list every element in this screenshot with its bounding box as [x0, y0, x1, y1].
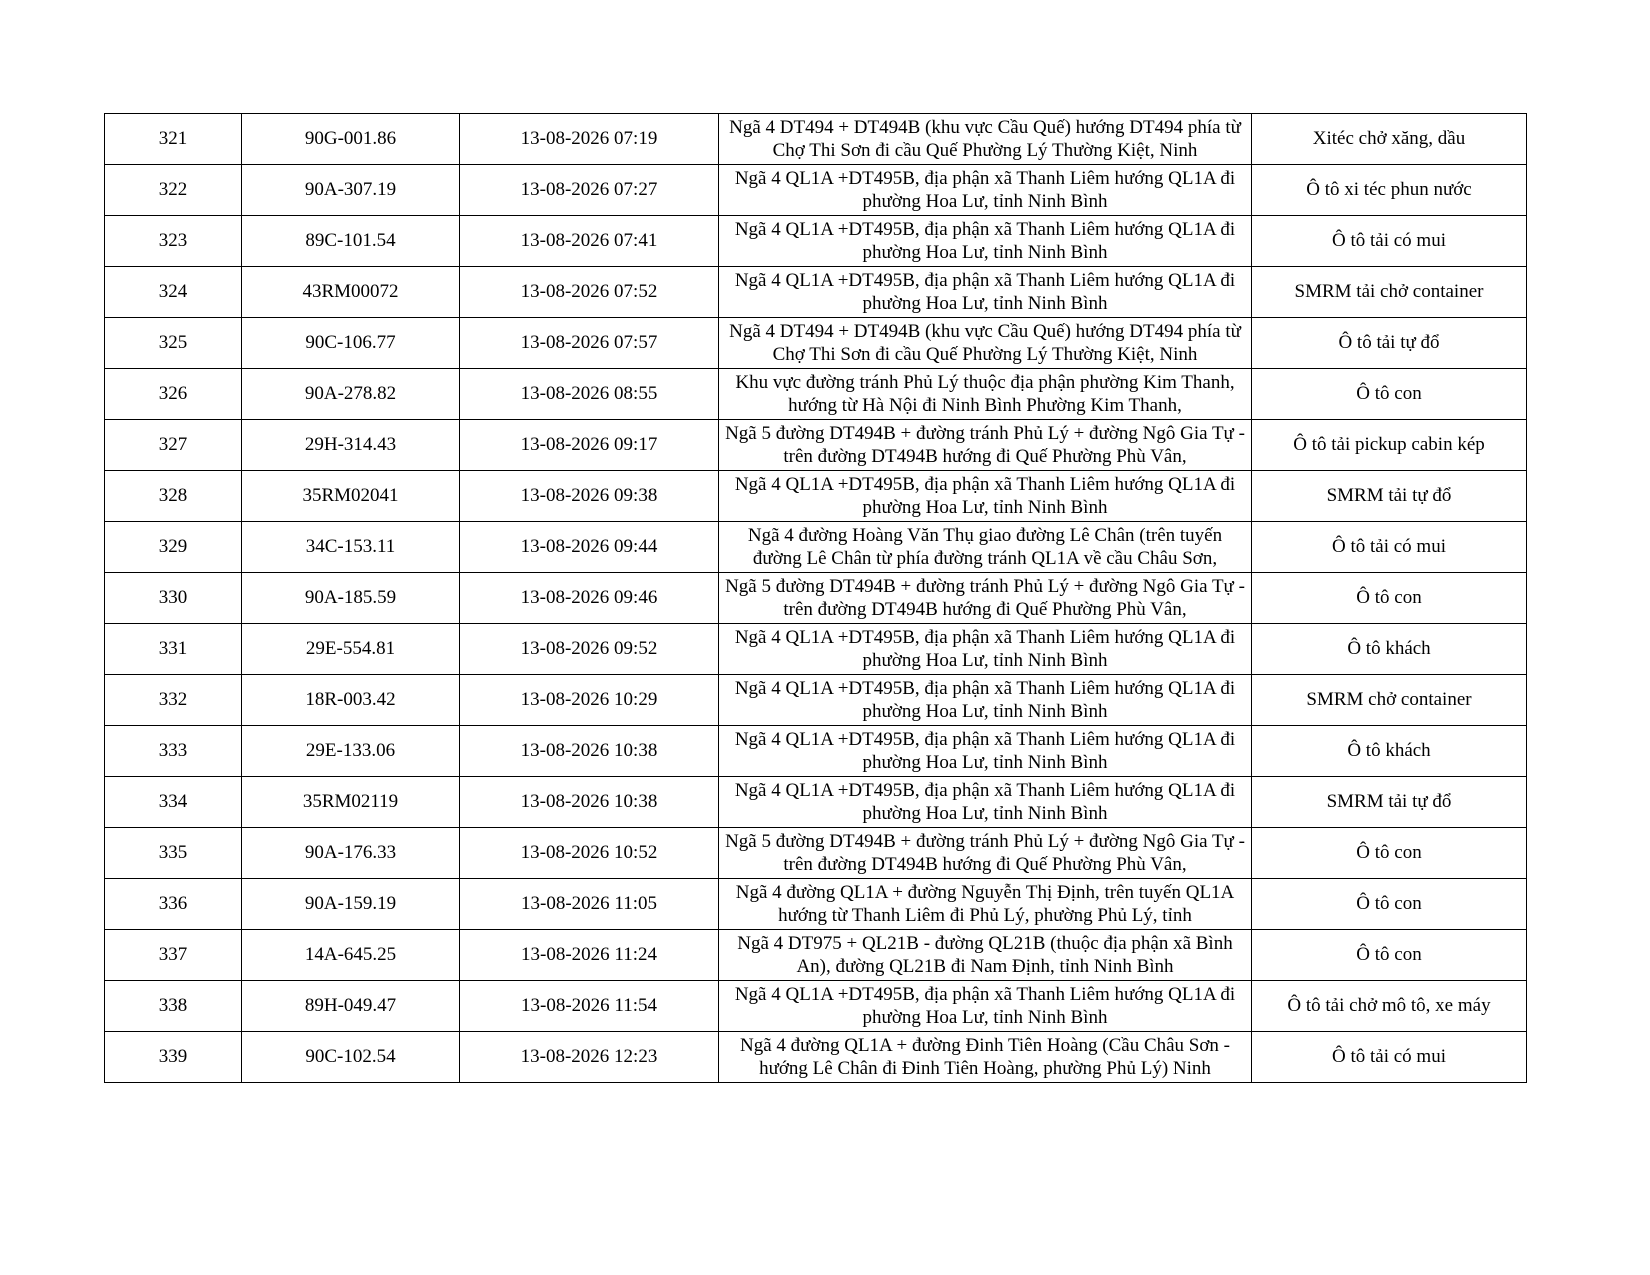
vehicle-type-cell: SMRM tải tự đổ	[1252, 471, 1527, 522]
location-cell	[719, 624, 1252, 675]
license-plate-cell: 29E-554.81	[242, 624, 460, 675]
license-plate-cell: 43RM00072	[242, 267, 460, 318]
row-number-cell: 327	[105, 420, 242, 471]
row-number-cell: 323	[105, 216, 242, 267]
location-cell	[719, 471, 1252, 522]
table-row	[105, 318, 1527, 369]
timestamp-cell: 13-08-2026 08:55	[460, 369, 719, 420]
timestamp-cell: 13-08-2026 07:19	[460, 114, 719, 165]
location-cell	[719, 981, 1252, 1032]
vehicle-type-cell: Ô tô tải pickup cabin kép	[1252, 420, 1527, 471]
vehicle-type-cell: Ô tô tải tự đổ	[1252, 318, 1527, 369]
table-row	[105, 981, 1527, 1032]
location-cell	[719, 420, 1252, 471]
license-plate-cell: 89H-049.47	[242, 981, 460, 1032]
row-number-cell: 324	[105, 267, 242, 318]
timestamp-cell: 13-08-2026 11:24	[460, 930, 719, 981]
timestamp-cell: 13-08-2026 07:52	[460, 267, 719, 318]
table-row	[105, 828, 1527, 879]
table-row	[105, 471, 1527, 522]
license-plate-cell: 14A-645.25	[242, 930, 460, 981]
location-text: Ngã 4 đường Hoàng Văn Thụ giao đường Lê Chân (trên tuyến đường Lê Chân từ phía đường tránh QL1A về cầu Châu Sơn,	[747, 525, 1223, 569]
timestamp-cell: 13-08-2026 07:27	[460, 165, 719, 216]
location-text: Ngã 4 QL1A +DT495B, địa phận xã Thanh Liêm hướng QL1A đi phường Hoa Lư, tỉnh Ninh Bình	[734, 627, 1236, 671]
table-row	[105, 369, 1527, 420]
timestamp-cell: 13-08-2026 09:17	[460, 420, 719, 471]
timestamp-cell: 13-08-2026 07:41	[460, 216, 719, 267]
license-plate-cell: 90G-001.86	[242, 114, 460, 165]
license-plate-cell: 90A-278.82	[242, 369, 460, 420]
row-number-cell: 329	[105, 522, 242, 573]
location-cell	[719, 1032, 1252, 1083]
location-cell	[719, 777, 1252, 828]
table-row	[105, 930, 1527, 981]
row-number-cell: 328	[105, 471, 242, 522]
table-row	[105, 522, 1527, 573]
row-number-cell: 326	[105, 369, 242, 420]
table-row	[105, 675, 1527, 726]
license-plate-cell: 90A-307.19	[242, 165, 460, 216]
table-row	[105, 165, 1527, 216]
location-cell	[719, 216, 1252, 267]
row-number-cell: 325	[105, 318, 242, 369]
timestamp-cell: 13-08-2026 10:38	[460, 726, 719, 777]
location-cell	[719, 369, 1252, 420]
location-cell	[719, 318, 1252, 369]
location-cell	[719, 114, 1252, 165]
location-text: Ngã 4 QL1A +DT495B, địa phận xã Thanh Liêm hướng QL1A đi phường Hoa Lư, tỉnh Ninh Bình	[734, 984, 1236, 1028]
timestamp-cell: 13-08-2026 09:44	[460, 522, 719, 573]
license-plate-cell: 90C-102.54	[242, 1032, 460, 1083]
vehicle-type-cell: Ô tô tải có mui	[1252, 522, 1527, 573]
table-row	[105, 624, 1527, 675]
location-text: Ngã 5 đường DT494B + đường tránh Phủ Lý + đường Ngô Gia Tự - trên đường DT494B hướng đi Quế Phường Phù Vân,	[725, 423, 1245, 467]
vehicle-type-cell: Ô tô con	[1252, 828, 1527, 879]
table-row	[105, 114, 1527, 165]
license-plate-cell: 89C-101.54	[242, 216, 460, 267]
license-plate-cell: 35RM02119	[242, 777, 460, 828]
license-plate-cell: 29H-314.43	[242, 420, 460, 471]
license-plate-cell: 29E-133.06	[242, 726, 460, 777]
timestamp-cell: 13-08-2026 09:52	[460, 624, 719, 675]
vehicle-type-cell: Ô tô con	[1252, 879, 1527, 930]
timestamp-cell: 13-08-2026 09:46	[460, 573, 719, 624]
location-text: Ngã 4 QL1A +DT495B, địa phận xã Thanh Liêm hướng QL1A đi phường Hoa Lư, tỉnh Ninh Bình	[734, 474, 1236, 518]
vehicle-type-cell: Ô tô con	[1252, 573, 1527, 624]
location-text: Ngã 4 QL1A +DT495B, địa phận xã Thanh Liêm hướng QL1A đi phường Hoa Lư, tỉnh Ninh Bình	[734, 729, 1236, 773]
row-number-cell: 333	[105, 726, 242, 777]
table-row	[105, 1032, 1527, 1083]
license-plate-cell: 90A-176.33	[242, 828, 460, 879]
row-number-cell: 331	[105, 624, 242, 675]
location-cell	[719, 930, 1252, 981]
row-number-cell: 335	[105, 828, 242, 879]
location-cell	[719, 267, 1252, 318]
vehicle-type-cell: SMRM chở container	[1252, 675, 1527, 726]
vehicle-type-cell: Ô tô xi téc phun nước	[1252, 165, 1527, 216]
table-row	[105, 573, 1527, 624]
row-number-cell: 336	[105, 879, 242, 930]
location-text: Ngã 4 QL1A +DT495B, địa phận xã Thanh Liêm hướng QL1A đi phường Hoa Lư, tỉnh Ninh Bình	[734, 780, 1236, 824]
vehicle-type-cell: SMRM tải chở container	[1252, 267, 1527, 318]
location-cell	[719, 573, 1252, 624]
row-number-cell: 338	[105, 981, 242, 1032]
row-number-cell: 322	[105, 165, 242, 216]
vehicle-type-cell: SMRM tải tự đổ	[1252, 777, 1527, 828]
timestamp-cell: 13-08-2026 10:29	[460, 675, 719, 726]
timestamp-cell: 13-08-2026 11:05	[460, 879, 719, 930]
location-text: Ngã 4 QL1A +DT495B, địa phận xã Thanh Liêm hướng QL1A đi phường Hoa Lư, tỉnh Ninh Bình	[734, 678, 1236, 722]
table-body	[105, 114, 1527, 1083]
vehicle-type-cell: Ô tô con	[1252, 369, 1527, 420]
location-text: Ngã 4 đường QL1A + đường Nguyễn Thị Định, trên tuyến QL1A hướng từ Thanh Liêm đi Phủ Lý, phường Phủ Lý, tỉnh	[735, 882, 1235, 926]
vehicle-type-cell: Xitéc chở xăng, dầu	[1252, 114, 1527, 165]
timestamp-cell: 13-08-2026 10:52	[460, 828, 719, 879]
location-cell	[719, 828, 1252, 879]
location-text: Ngã 4 DT494 + DT494B (khu vực Cầu Quế) hướng DT494 phía từ Chợ Thi Sơn đi cầu Quế Phường Lý Thường Kiệt, Ninh	[729, 321, 1241, 365]
timestamp-cell: 13-08-2026 10:38	[460, 777, 719, 828]
table-row	[105, 726, 1527, 777]
location-cell	[719, 879, 1252, 930]
timestamp-cell: 13-08-2026 12:23	[460, 1032, 719, 1083]
row-number-cell: 337	[105, 930, 242, 981]
location-cell	[719, 165, 1252, 216]
table-row	[105, 216, 1527, 267]
license-plate-cell: 90A-159.19	[242, 879, 460, 930]
location-text: Ngã 4 DT975 + QL21B - đường QL21B (thuộc địa phận xã Bình An), đường QL21B đi Nam Định, tỉnh Ninh Bình	[737, 933, 1233, 977]
violations-table	[104, 113, 1527, 1083]
location-text: Ngã 5 đường DT494B + đường tránh Phủ Lý + đường Ngô Gia Tự - trên đường DT494B hướng đi Quế Phường Phù Vân,	[725, 831, 1245, 875]
table-row	[105, 267, 1527, 318]
location-text: Khu vực đường tránh Phủ Lý thuộc địa phận phường Kim Thanh, hướng từ Hà Nội đi Ninh Bình Phường Kim Thanh,	[735, 372, 1235, 416]
location-text: Ngã 4 QL1A +DT495B, địa phận xã Thanh Liêm hướng QL1A đi phường Hoa Lư, tỉnh Ninh Bình	[734, 168, 1236, 212]
license-plate-cell: 35RM02041	[242, 471, 460, 522]
location-text: Ngã 5 đường DT494B + đường tránh Phủ Lý + đường Ngô Gia Tự - trên đường DT494B hướng đi Quế Phường Phù Vân,	[725, 576, 1245, 620]
row-number-cell: 332	[105, 675, 242, 726]
license-plate-cell: 90C-106.77	[242, 318, 460, 369]
vehicle-type-cell: Ô tô tải có mui	[1252, 1032, 1527, 1083]
license-plate-cell: 90A-185.59	[242, 573, 460, 624]
table-row	[105, 420, 1527, 471]
vehicle-type-cell: Ô tô khách	[1252, 726, 1527, 777]
location-cell	[719, 726, 1252, 777]
license-plate-cell: 18R-003.42	[242, 675, 460, 726]
vehicle-type-cell: Ô tô tải có mui	[1252, 216, 1527, 267]
table-row	[105, 879, 1527, 930]
timestamp-cell: 13-08-2026 09:38	[460, 471, 719, 522]
table-row	[105, 777, 1527, 828]
license-plate-cell: 34C-153.11	[242, 522, 460, 573]
row-number-cell: 334	[105, 777, 242, 828]
location-cell	[719, 522, 1252, 573]
location-text: Ngã 4 DT494 + DT494B (khu vực Cầu Quế) hướng DT494 phía từ Chợ Thi Sơn đi cầu Quế Phường Lý Thường Kiệt, Ninh	[729, 117, 1241, 161]
location-text: Ngã 4 đường QL1A + đường Đinh Tiên Hoàng (Cầu Châu Sơn - hướng Lê Chân đi Đinh Tiên Hoàng, phường Phủ Lý) Ninh	[739, 1035, 1230, 1079]
timestamp-cell: 13-08-2026 11:54	[460, 981, 719, 1032]
row-number-cell: 339	[105, 1032, 242, 1083]
vehicle-type-cell: Ô tô khách	[1252, 624, 1527, 675]
vehicle-type-cell: Ô tô con	[1252, 930, 1527, 981]
row-number-cell: 321	[105, 114, 242, 165]
location-cell	[719, 675, 1252, 726]
row-number-cell: 330	[105, 573, 242, 624]
timestamp-cell: 13-08-2026 07:57	[460, 318, 719, 369]
vehicle-type-cell: Ô tô tải chở mô tô, xe máy	[1252, 981, 1527, 1032]
location-text: Ngã 4 QL1A +DT495B, địa phận xã Thanh Liêm hướng QL1A đi phường Hoa Lư, tỉnh Ninh Bình	[734, 219, 1236, 263]
location-text: Ngã 4 QL1A +DT495B, địa phận xã Thanh Liêm hướng QL1A đi phường Hoa Lư, tỉnh Ninh Bình	[734, 270, 1236, 314]
